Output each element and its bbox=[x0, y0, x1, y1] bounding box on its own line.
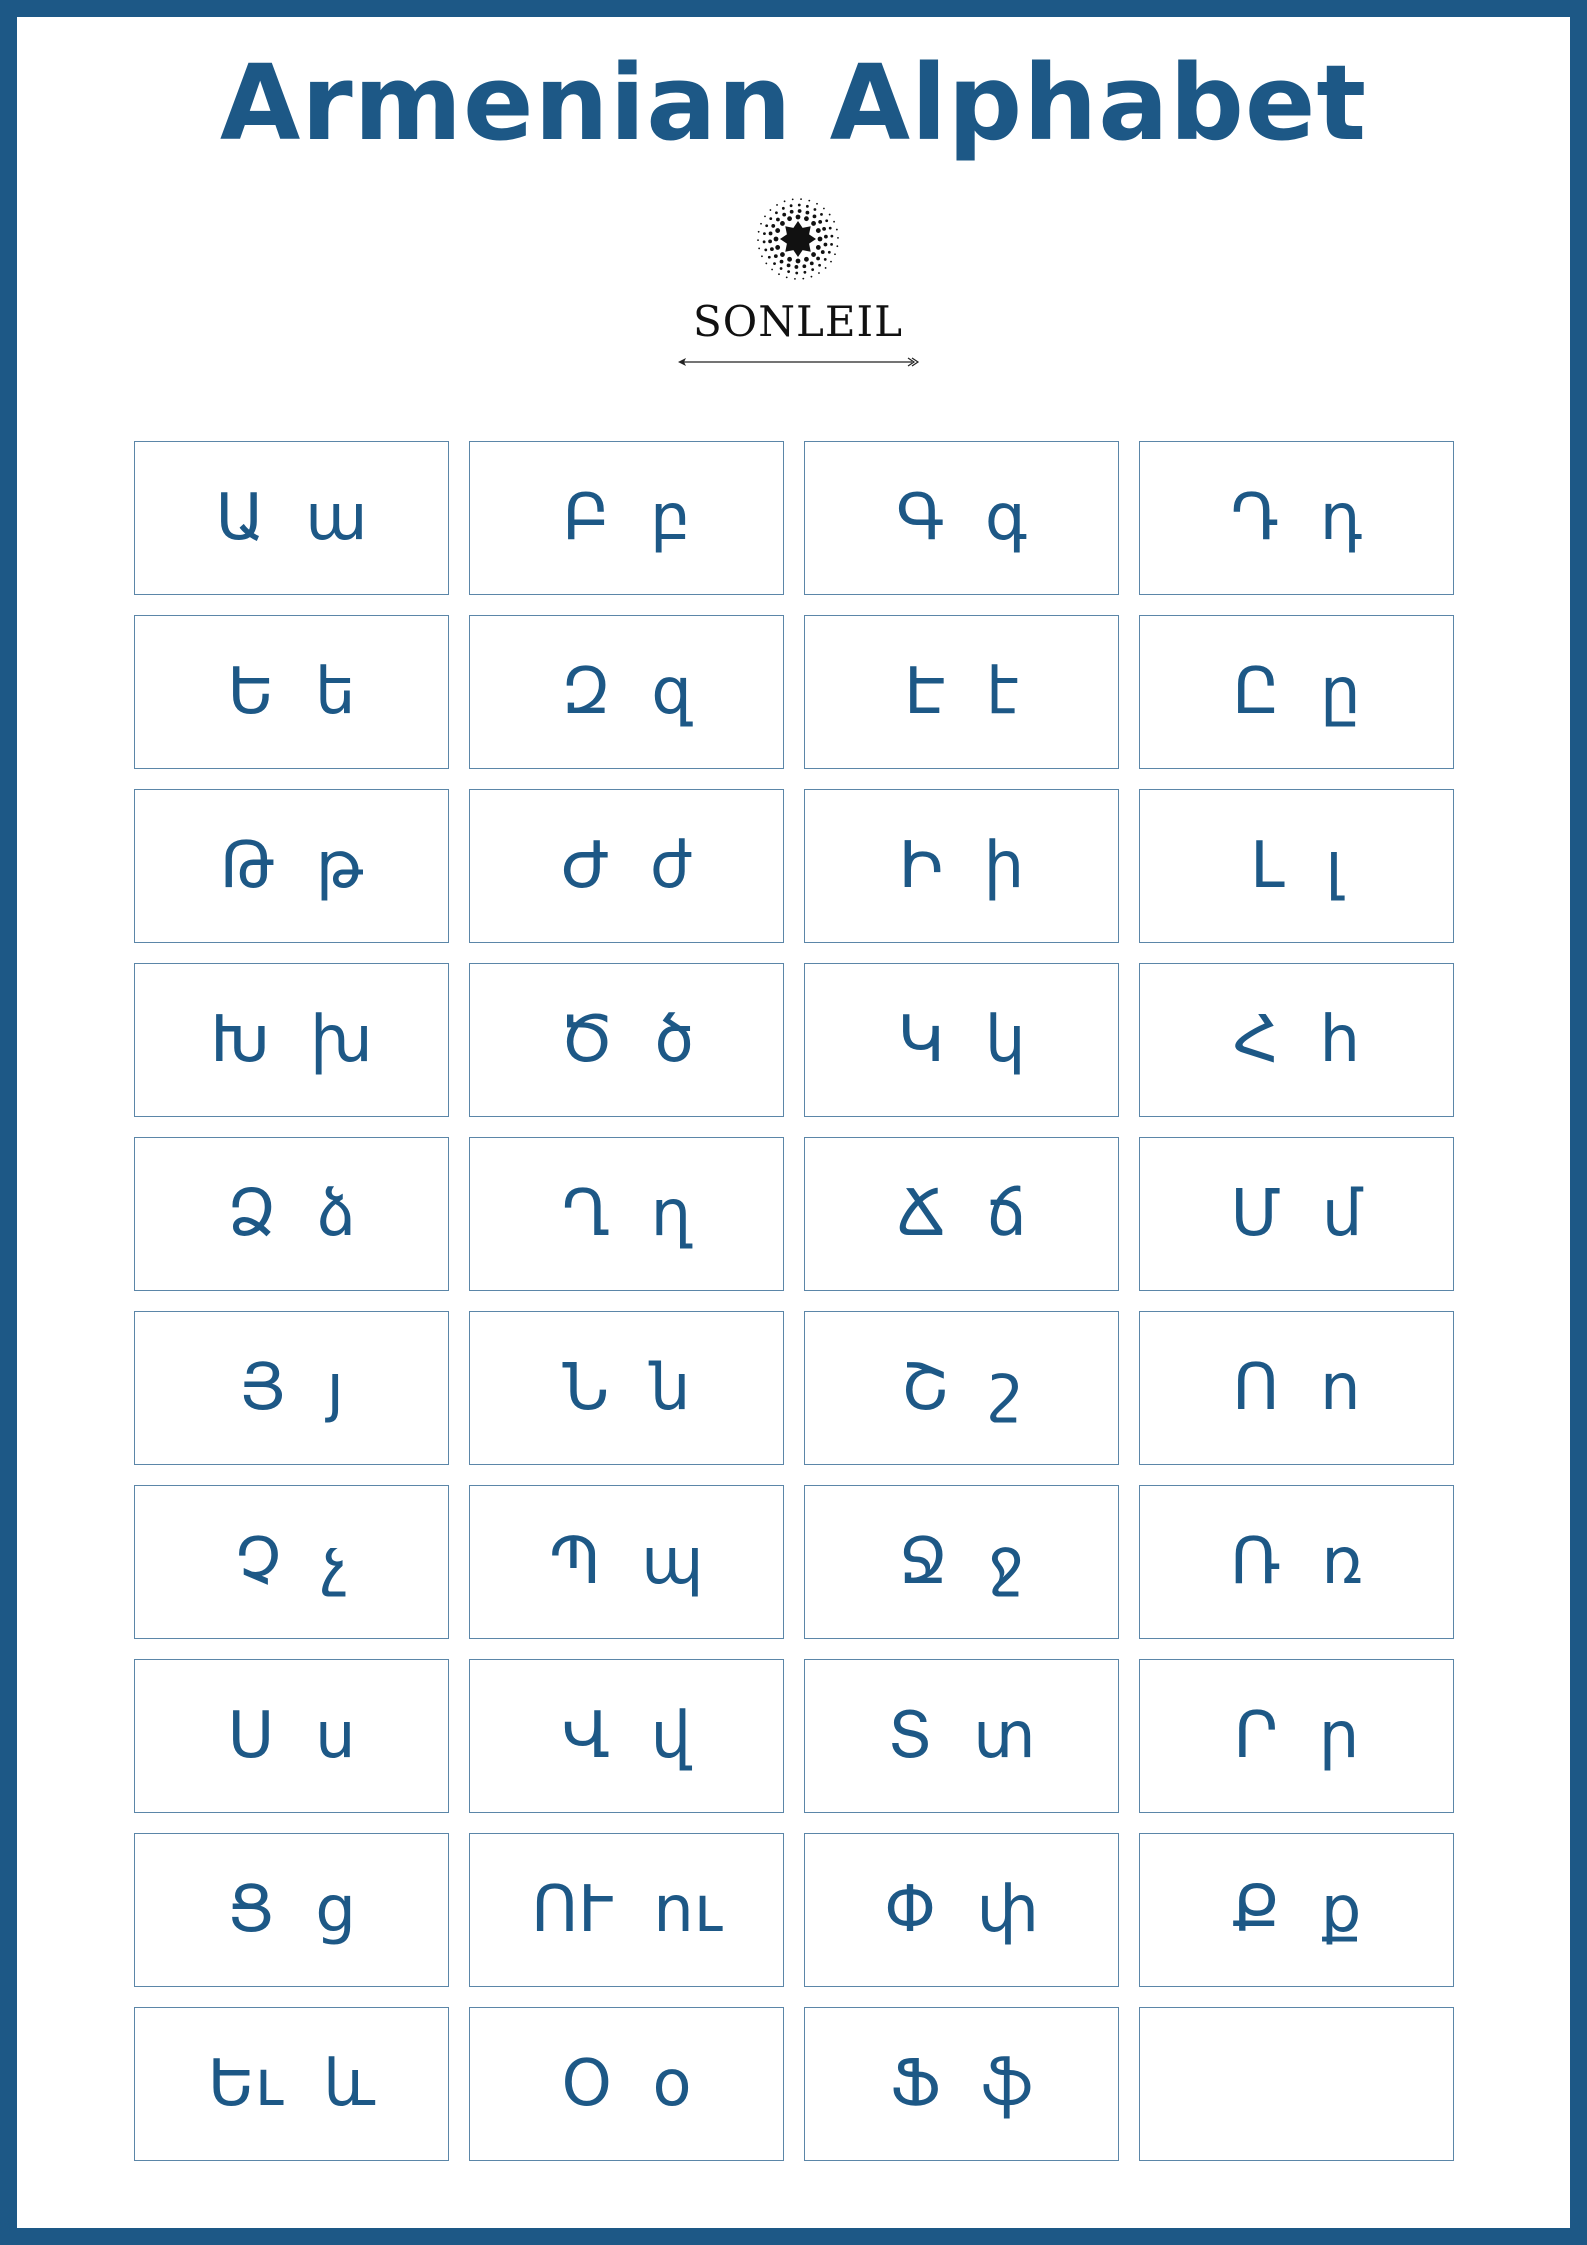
letter-card: Ձ ձ bbox=[134, 1137, 449, 1291]
letter-card: Զ զ bbox=[469, 615, 784, 769]
letter-card: Ը ը bbox=[1139, 615, 1454, 769]
letter-card: Ի ի bbox=[804, 789, 1119, 943]
letter-card: Վ վ bbox=[469, 1659, 784, 1813]
letter-card: Կ կ bbox=[804, 963, 1119, 1117]
letter-card: Չ չ bbox=[134, 1485, 449, 1639]
letter-card: Ս ս bbox=[134, 1659, 449, 1813]
alphabet-grid bbox=[134, 441, 1453, 2161]
letter-card: Դ դ bbox=[1139, 441, 1454, 595]
letter-card: Ճ ճ bbox=[804, 1137, 1119, 1291]
letter-card: Յ յ bbox=[134, 1311, 449, 1465]
brand-logo bbox=[668, 195, 928, 375]
letter-card: Ա ա bbox=[134, 441, 449, 595]
letter-card: Ն ն bbox=[469, 1311, 784, 1465]
letter-card: Ֆ ֆ bbox=[804, 2007, 1119, 2161]
letter-card: Բ բ bbox=[469, 441, 784, 595]
letter-card: Ո ո bbox=[1139, 1311, 1454, 1465]
letter-card: Ղ ղ bbox=[469, 1137, 784, 1291]
logo-text: SONLEIL bbox=[693, 297, 903, 346]
letter-card: Շ շ bbox=[804, 1311, 1119, 1465]
letter-card: Տ տ bbox=[804, 1659, 1119, 1813]
letter-card: Օ օ bbox=[469, 2007, 784, 2161]
letter-card: Ռ ռ bbox=[1139, 1485, 1454, 1639]
starburst-icon bbox=[754, 195, 842, 283]
letter-card: ՈՒ ու bbox=[469, 1833, 784, 1987]
letter-card: Թ թ bbox=[134, 789, 449, 943]
letter-card: Ջ ջ bbox=[804, 1485, 1119, 1639]
letter-card: Եւ և bbox=[134, 2007, 449, 2161]
letter-card: Մ մ bbox=[1139, 1137, 1454, 1291]
letter-card: Հ հ bbox=[1139, 963, 1454, 1117]
letter-card: Գ գ bbox=[804, 441, 1119, 595]
letter-card: Պ պ bbox=[469, 1485, 784, 1639]
letter-card: Ծ ծ bbox=[469, 963, 784, 1117]
letter-card: Է է bbox=[804, 615, 1119, 769]
letter-card: Ժ ժ bbox=[469, 789, 784, 943]
letter-card: Խ խ bbox=[134, 963, 449, 1117]
empty-card bbox=[1139, 2007, 1454, 2161]
letter-card: Լ լ bbox=[1139, 789, 1454, 943]
page-title: Armenian Alphabet bbox=[219, 42, 1368, 164]
letter-card: Ք ք bbox=[1139, 1833, 1454, 1987]
letter-card: Ր ր bbox=[1139, 1659, 1454, 1813]
letter-card: Ե ե bbox=[134, 615, 449, 769]
arrow-divider-icon bbox=[676, 355, 920, 369]
letter-card: Փ փ bbox=[804, 1833, 1119, 1987]
letter-card: Ց ց bbox=[134, 1833, 449, 1987]
